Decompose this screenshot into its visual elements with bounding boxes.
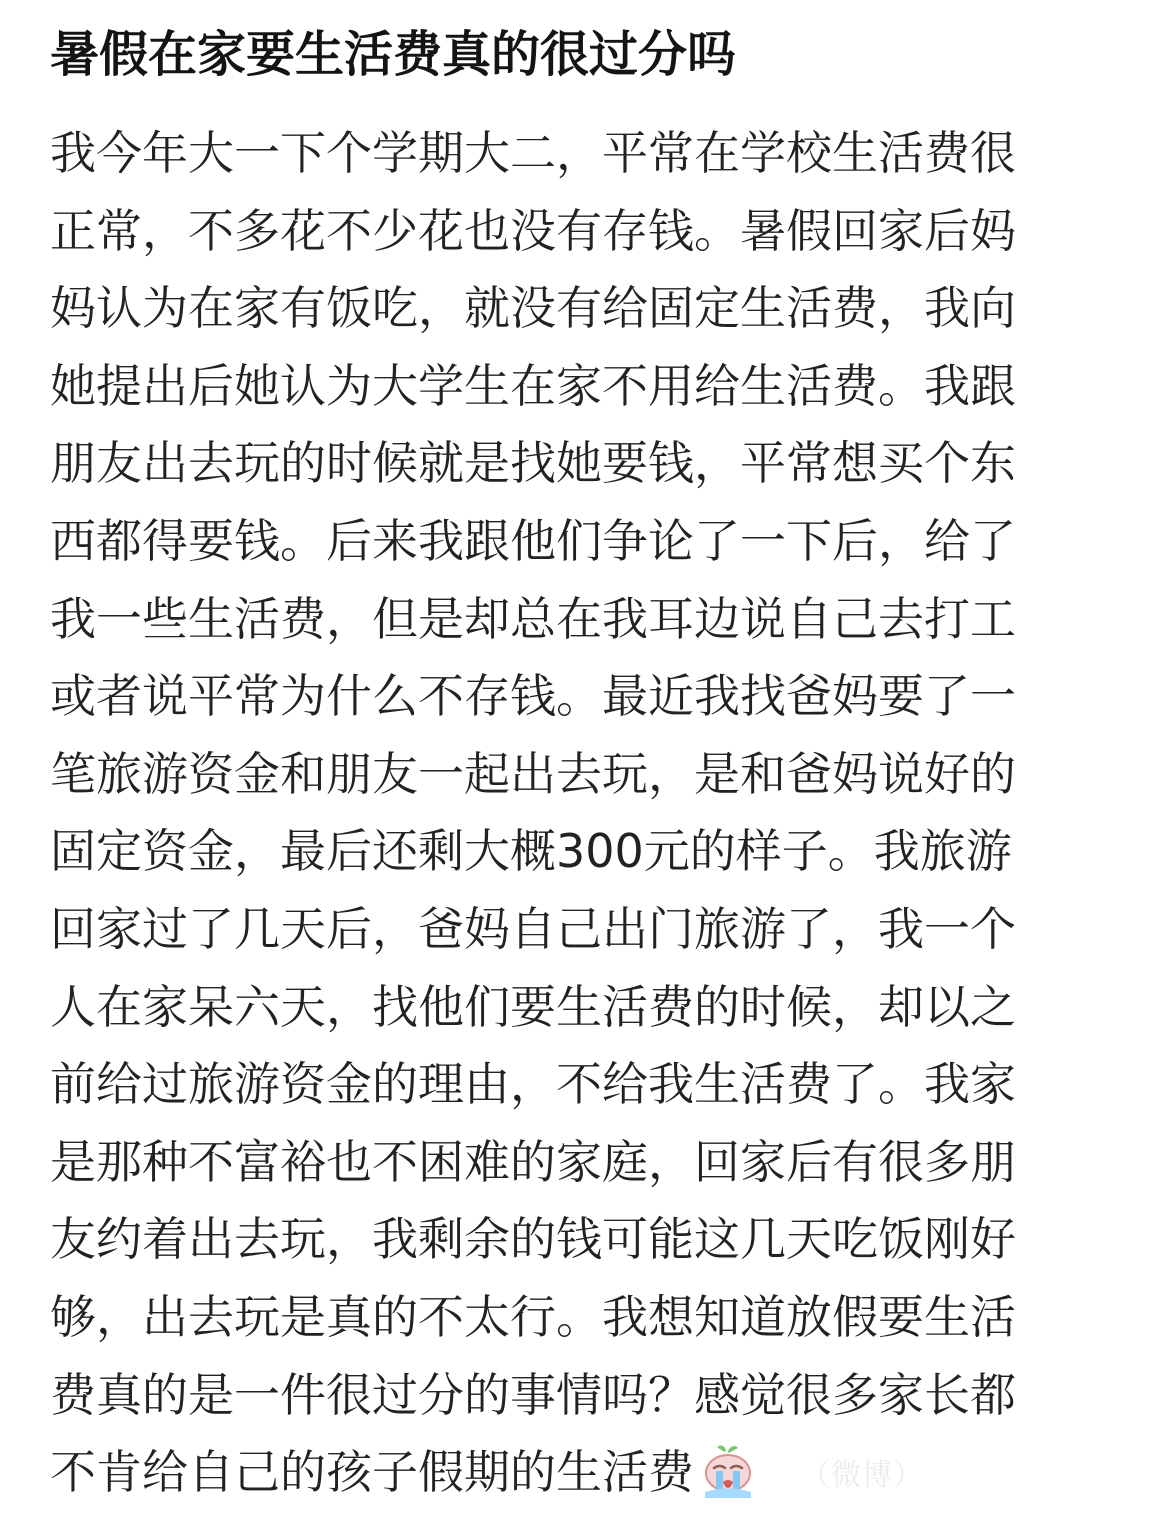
post-body-line: 她提出后她认为大学生在家不用给生活费。我跟 [50,358,1016,413]
post-body-line: 是那种不富裕也不困难的家庭，回家后有很多朋 [50,1134,1016,1189]
post-body [50,115,1125,1512]
post-body-line: 西都得要钱。后来我跟他们争论了一下后，给了 [50,513,1016,568]
post-body-line: 我今年大一下个学期大二，平常在学校生活费很 [50,126,1016,180]
post-body-line: 笔旅游资金和朋友一起出去玩，是和爸妈说好的 [50,746,1016,801]
post-body-line: 费真的是一件很过分的事情吗？感觉很多家长都 [50,1367,1016,1422]
watermark-text: （微博） [800,1458,924,1493]
crying-face-icon [696,1440,760,1500]
post-body-line-text: 不肯给自己的孩子假期的生活费 [50,1445,694,1500]
post-body-line: 正常，不多花不少花也没有存钱。暑假回家后妈 [50,203,1016,258]
post-body-line: 前给过旅游资金的理由，不给我生活费了。我家 [50,1057,1016,1112]
post-body-line: 够，出去玩是真的不太行。我想知道放假要生活 [50,1289,1016,1344]
post-body-line: 固定资金，最后还剩大概300元的样子。我旅游 [50,824,1012,879]
post-body-line: 友约着出去玩，我剩余的钱可能这几天吃饭刚好 [50,1212,1016,1267]
post-body-line: 朋友出去玩的时候就是找她要钱，平常想买个东 [50,436,1016,491]
post-body-line: 我一些生活费，但是却总在我耳边说自己去打工 [50,591,1016,646]
post-body-line: 回家过了几天后，爸妈自己出门旅游了，我一个 [50,901,1016,956]
post-body-line: 妈认为在家有饭吃，就没有给固定生活费，我向 [50,281,1016,336]
post-body-line: 或者说平常为什么不存钱。最近我找爸妈要了一 [50,669,1016,724]
post-title: 暑假在家要生活费真的很过分吗 [50,26,737,83]
post-body-line: 人在家呆六天，找他们要生活费的时候，却以之 [50,979,1016,1034]
